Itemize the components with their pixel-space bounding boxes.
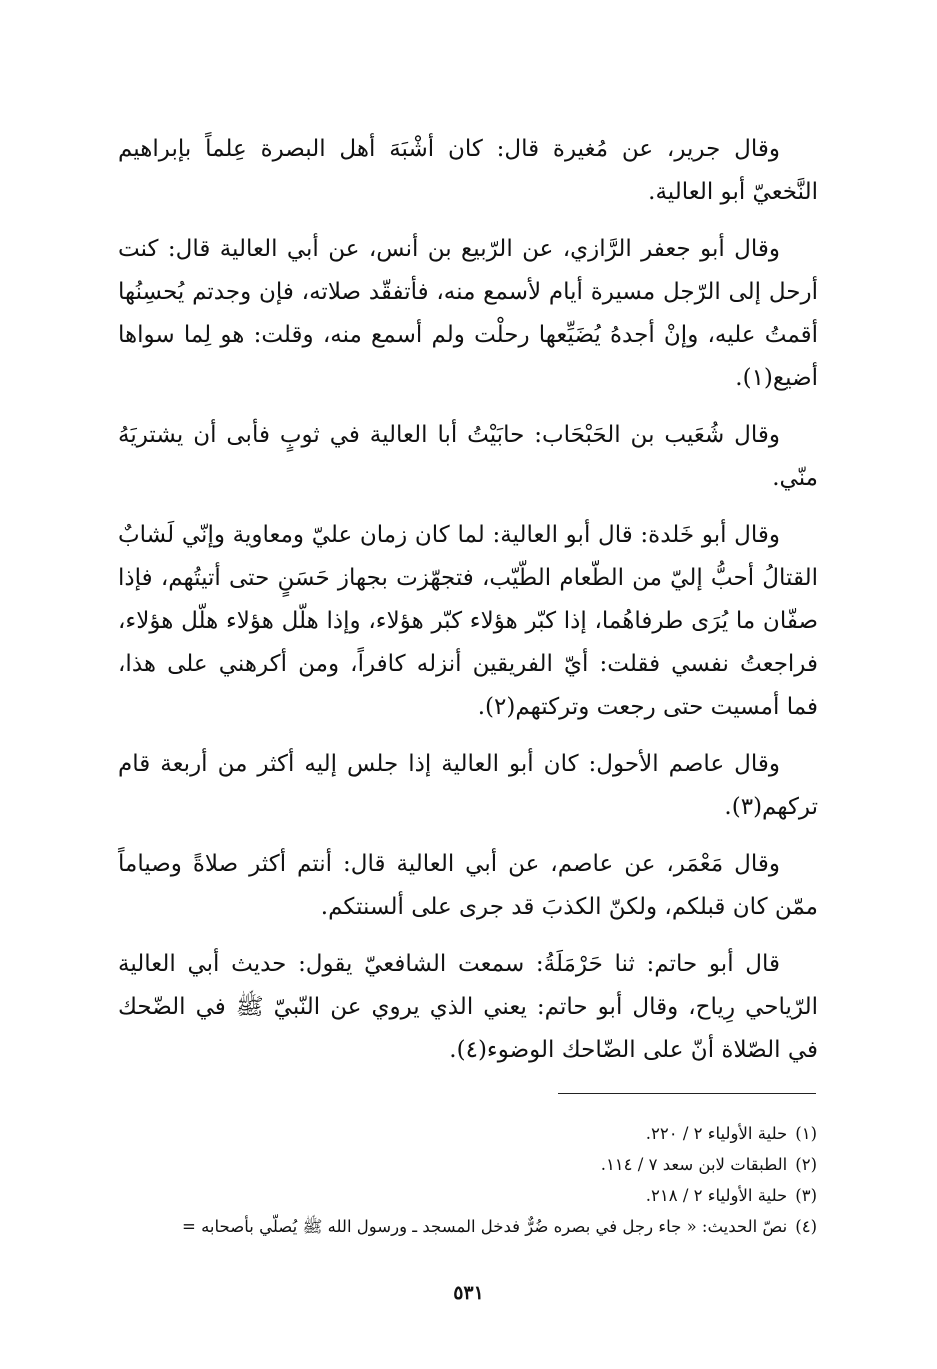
paragraph-7: قال أبو حاتم: ثنا حَرْمَلَةُ: سمعت الشافعيّ يقول: حديث أبي العالية الرّياحي رِياح، وقال أبو حاتم: يعني الذي يروي عن النّبيّ ﷺ في الضّحك في الصّلاة أنّ على الضّاحك الوضوء(٤). (118, 951, 818, 1063)
footnote-text: نصّ الحديث: « جاء رجل في بصره ضُرٌّ فدخل المسجد ـ ورسول الله ﷺ يُصلّي بأصحابه = (182, 1217, 788, 1236)
footnote-4 (95, 1211, 817, 1242)
paragraph-5: وقال عاصم الأحول: كان أبو العالية إذا جلس إليه أكثر من أربعة قام تركهم(٣). (118, 751, 818, 820)
footnote-text: حلية الأولياء ٢ / ٢٢٠. (645, 1124, 788, 1143)
main-text (118, 128, 818, 1086)
footnote-number: (٣) (795, 1186, 817, 1205)
footnote-number: (٢) (795, 1155, 817, 1174)
paragraph-1: وقال جرير، عن مُغيرة قال: كان أشْبَهَ أهل البصرة عِلماً بإبراهيم النَّخعيّ أبو العالية. (118, 136, 818, 205)
paragraph-6: وقال مَعْمَر، عن عاصم، عن أبي العالية قال: أنتم أكثر صلاةً وصياماً ممّن كان قبلكم، ولكنّ الكذبَ قد جرى على ألسنتكم. (118, 851, 818, 920)
footnote-text: الطبقات لابن سعد ٧ / ١١٤. (600, 1155, 788, 1174)
paragraph-2: وقال أبو جعفر الرَّازي، عن الرّبيع بن أنس، عن أبي العالية قال: كنت أرحل إلى الرّجل مسيرة أيام لأسمع منه، فأتفقّد صلاته، فإن وجدتم يُحسِنُها أقمتُ عليه، وإنْ أجدهُ يُضَيِّعها رحلْت ولم أسمع منه، وقلت: هو لِما سواها أضيع(١). (118, 236, 818, 391)
paragraph-3: وقال شُعَيب بن الحَبْحَاب: حابَيْتُ أبا العالية في ثوبٍ فأبى أن يشتريَهُ منّي. (118, 422, 818, 491)
footnotes (95, 1118, 817, 1242)
page-number: ٥٣١ (453, 1282, 484, 1304)
footnote-separator (558, 1093, 816, 1094)
footnote-text: حلية الأولياء ٢ / ٢١٨. (645, 1186, 788, 1205)
paragraph-4: وقال أبو خَلدة: قال أبو العالية: لما كان زمان عليّ ومعاوية وإنّي لَشابٌ القتالُ أحبُّ إليّ من الطّعام الطّيّب، فتجهّزت بجهاز حَسَنٍ حتى أتيتُهم، فإذا صفّان ما يُرَى طرفاهُما، إذا كبّر هؤلاء كبّر هؤلاء، وإذا هلّل هؤلاء هلّل هؤلاء، فراجعتُ نفسي فقلت: أيّ الفريقين أنزله كافراً، ومن أكرهني على هذا، فما أمسيت حتى رجعت وتركتهم(٢). (118, 522, 818, 720)
footnote-1 (95, 1118, 817, 1149)
footnote-number: (٤) (795, 1217, 817, 1236)
footnote-3 (95, 1180, 817, 1211)
footnote-2 (95, 1149, 817, 1180)
footnote-number: (١) (795, 1124, 817, 1143)
